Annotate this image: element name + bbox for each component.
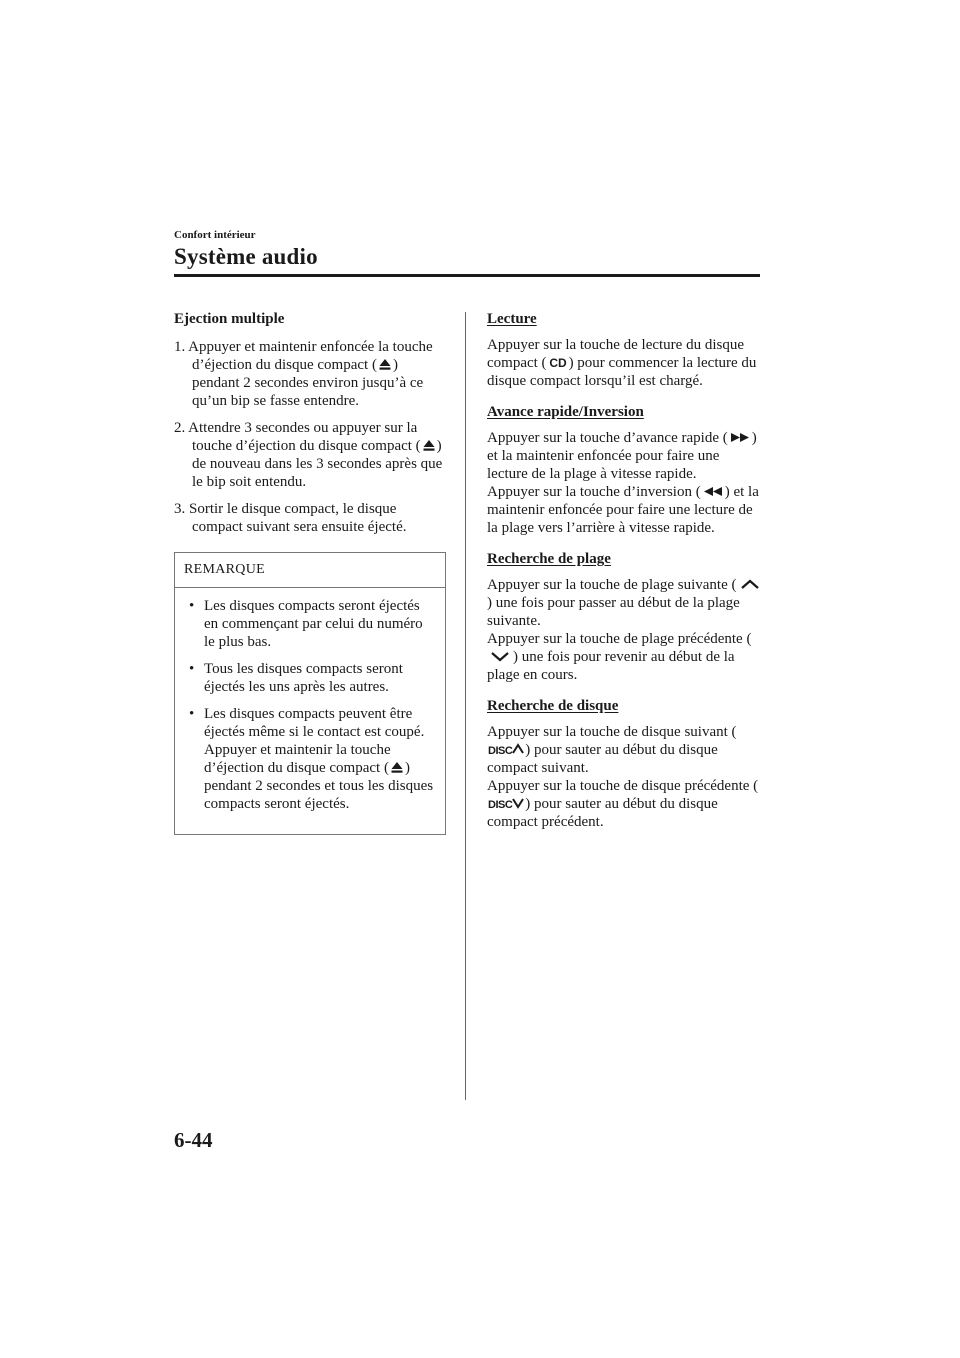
note-rule — [175, 587, 445, 588]
disque-text-1-end: ) pour sauter au début du disque compact suivant. — [487, 742, 718, 776]
section-label: Confort intérieur — [174, 229, 256, 241]
svg-text:CD: CD — [548, 356, 567, 370]
rewind-icon — [702, 484, 724, 499]
heading-ejection-multiple: Ejection multiple — [174, 311, 285, 327]
note-item-text-end: ) pendant 2 secondes et tous les disques compacts seront éjectés. — [204, 760, 434, 812]
plage-text-1-end: ) une fois pour passer au début de la plage suivante. — [487, 595, 740, 629]
plage-text-1: Appuyer sur la touche de plage suivante ( — [487, 577, 737, 593]
step-3: 3. Sortir le disque compact, le disque compact suivant sera ensuite éjecté. — [174, 501, 407, 535]
bullet: • — [189, 598, 195, 614]
disque-text-1: Appuyer sur la touche de disque suivant ( — [487, 724, 737, 740]
note-item — [184, 597, 436, 651]
disque-text — [487, 723, 763, 831]
plage-text-2: Appuyer sur la touche de plage précédente ( — [487, 631, 752, 647]
disc-down-icon — [488, 796, 524, 811]
step-2 — [174, 419, 446, 491]
note-list — [184, 597, 436, 813]
eject-icon — [422, 438, 436, 453]
bullet: • — [189, 661, 195, 677]
note-title: REMARQUE — [184, 562, 265, 577]
plage-text-2-end: ) une fois pour revenir au début de la plage en cours. — [487, 649, 735, 683]
lecture-text-start: Appuyer sur la touche de lecture du disque compact ( — [487, 337, 744, 371]
step-1 — [174, 338, 446, 410]
plage-text — [487, 576, 763, 684]
step-2-text-end: ) de nouveau dans les 3 secondes après que le bip soit entendu. — [192, 438, 443, 490]
disc-up-label: DISC — [488, 745, 513, 757]
page-number: 6-44 — [174, 1128, 213, 1152]
note-item-text: Tous les disques compacts seront éjectés les uns après les autres. — [204, 661, 403, 695]
note-box — [174, 552, 446, 835]
left-column — [174, 310, 446, 835]
avance-text-2-end: ) et la maintenir enfoncée pour faire une lecture de la plage vers l’arrière à vitesse rapide. — [487, 484, 759, 536]
title-rule — [174, 274, 760, 277]
disc-up-icon — [488, 742, 524, 757]
step-1-text: 1. Appuyer et maintenir enfoncée la touche d’éjection du disque compact ( — [174, 339, 433, 373]
avance-text-2: Appuyer sur la touche d’inversion ( — [487, 484, 701, 500]
lecture-text — [487, 336, 763, 390]
page-title: Système audio — [174, 244, 318, 269]
heading-recherche-plage: Recherche de plage — [487, 551, 611, 567]
bullet: • — [189, 706, 195, 722]
eject-steps — [174, 338, 446, 536]
column-divider — [465, 312, 466, 1100]
disc-down-label: DISC — [488, 799, 513, 811]
note-item-text: Les disques compacts peuvent être éjectés même si le contact est coupé. Appuyer et maintenir la touche d’éjection du disque compact ( — [204, 706, 425, 776]
eject-icon — [378, 357, 392, 372]
note-item-text: Les disques compacts seront éjectés en commençant par celui du numéro le plus bas. — [204, 598, 423, 650]
step-2-text: 2. Attendre 3 secondes ou appuyer sur la touche d’éjection du disque compact ( — [174, 420, 421, 454]
heading-recherche-disque: Recherche de disque — [487, 698, 619, 714]
note-item — [184, 705, 436, 813]
disque-text-2-end: ) pour sauter au début du disque compact précédent. — [487, 796, 718, 830]
chevron-up-icon — [738, 577, 762, 592]
note-item — [184, 660, 436, 696]
heading-avance-rapide: Avance rapide/Inversion — [487, 404, 644, 420]
avance-text-1-end: ) et la maintenir enfoncée pour faire une lecture de la plage à vitesse rapide. — [487, 430, 757, 482]
avance-text-1: Appuyer sur la touche d’avance rapide ( — [487, 430, 728, 446]
cd-icon — [548, 355, 568, 370]
avance-text — [487, 429, 763, 537]
heading-lecture: Lecture — [487, 311, 537, 327]
chevron-down-icon — [488, 649, 512, 664]
disque-text-2: Appuyer sur la touche de disque précédente ( — [487, 778, 759, 794]
fast-forward-icon — [729, 430, 751, 445]
lecture-text-end: ) pour commencer la lecture du disque compact lorsqu’il est chargé. — [487, 355, 757, 389]
step-1-text-end: ) pendant 2 secondes environ jusqu’à ce qu’un bip se fasse entendre. — [192, 357, 424, 409]
right-column — [487, 310, 763, 844]
eject-icon — [390, 760, 404, 775]
